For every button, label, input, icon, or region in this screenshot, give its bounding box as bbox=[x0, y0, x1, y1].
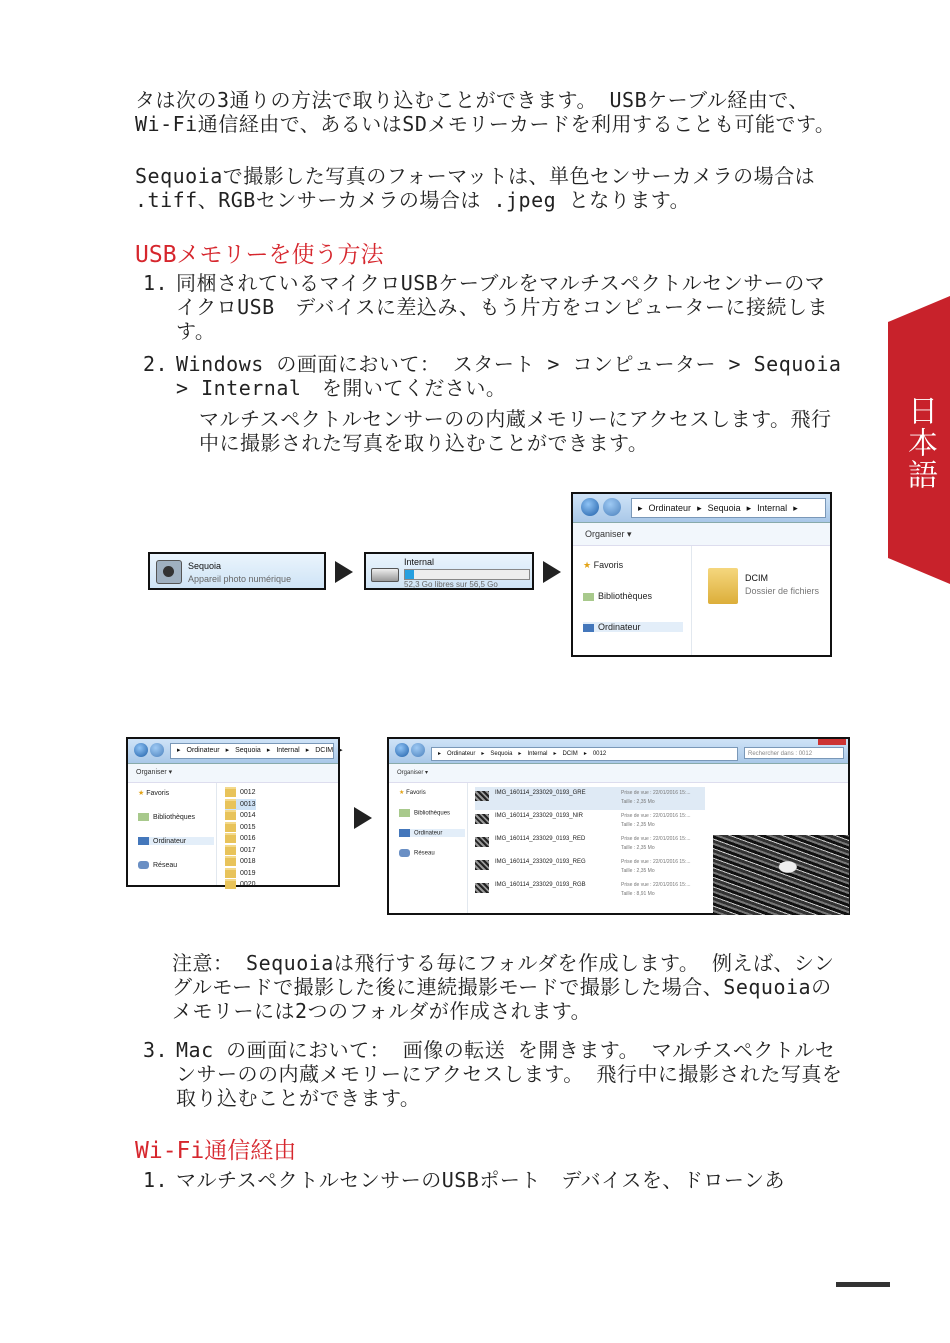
list-text: Windows の画面において： スタート > コンピューター > Sequoia > Internal を開いてください。 bbox=[176, 352, 842, 400]
drive-free-space: 52,3 Go libres sur 56,5 Go bbox=[404, 580, 498, 589]
forward-icon[interactable] bbox=[150, 743, 164, 757]
nav-item-computer[interactable]: Ordinateur bbox=[583, 622, 683, 632]
folder-label: 0014 bbox=[240, 812, 256, 819]
folder-list-item[interactable] bbox=[225, 845, 256, 857]
forward-icon[interactable] bbox=[411, 743, 425, 757]
explorer-window-0012 bbox=[387, 737, 850, 915]
list-number: 3. bbox=[143, 1038, 169, 1062]
file-size: Taille : 2,35 Mo bbox=[621, 868, 655, 874]
folder-list-item[interactable] bbox=[225, 879, 256, 891]
folder-label: 0017 bbox=[240, 846, 256, 854]
folder-label: 0020 bbox=[240, 881, 256, 888]
folder-list-item[interactable] bbox=[225, 868, 256, 880]
folder-list-item[interactable] bbox=[225, 799, 256, 811]
camera-icon bbox=[156, 560, 182, 584]
navigation-pane bbox=[389, 783, 468, 913]
nav-item-network[interactable]: Réseau bbox=[138, 861, 177, 869]
folder-label: 0015 bbox=[240, 823, 256, 831]
nav-item-network[interactable]: Réseau bbox=[399, 849, 435, 857]
device-type: Appareil photo numérique bbox=[188, 574, 292, 584]
explorer-window-dcim bbox=[126, 737, 343, 888]
image-thumbnail-icon bbox=[475, 837, 489, 847]
organiser-menu[interactable]: Organiser ▾ bbox=[573, 523, 830, 546]
folder-label: 0019 bbox=[240, 869, 256, 877]
folder-list bbox=[225, 787, 256, 891]
close-button[interactable] bbox=[818, 739, 846, 745]
library-icon bbox=[583, 593, 594, 601]
file-list-item[interactable] bbox=[475, 810, 705, 833]
library-icon bbox=[399, 809, 410, 817]
file-list bbox=[475, 787, 705, 902]
file-size: Taille : 8,91 Mo bbox=[621, 891, 655, 897]
page-footer-rule bbox=[836, 1282, 890, 1287]
nav-item-libraries[interactable]: Bibliothèques bbox=[138, 813, 195, 821]
folder-icon bbox=[225, 879, 236, 889]
nav-item-favorites[interactable]: ★ Favoris bbox=[138, 790, 170, 797]
folder-list-item[interactable] bbox=[225, 787, 256, 799]
computer-icon bbox=[399, 829, 410, 837]
computer-icon bbox=[138, 837, 149, 845]
folder-list-item[interactable] bbox=[225, 810, 256, 822]
file-date: Prise de vue : 22/01/2016 15:... bbox=[621, 836, 691, 842]
list-number: 2. bbox=[143, 352, 169, 376]
file-name: IMG_160114_233029_0193_RED bbox=[495, 836, 586, 842]
image-thumbnail-icon bbox=[475, 791, 489, 801]
file-date: Prise de vue : 22/01/2016 15:... bbox=[621, 882, 691, 888]
image-thumbnail-icon bbox=[475, 883, 489, 893]
folder-list-item[interactable] bbox=[225, 833, 256, 845]
library-icon bbox=[138, 813, 149, 821]
list-note: マルチスペクトルセンサーのの内蔵メモリーにアクセスします。飛行中に撮影された写真を取り込むことができます。 bbox=[199, 407, 832, 455]
file-list-item[interactable] bbox=[475, 856, 705, 879]
arrow-right-icon bbox=[543, 561, 561, 583]
navigation-pane bbox=[573, 546, 692, 655]
explorer-window-internal bbox=[571, 492, 832, 657]
device-name: Sequoia bbox=[188, 561, 222, 571]
breadcrumb[interactable]: ▸ Ordinateur ▸ Sequoia ▸ Internal ▸ bbox=[631, 498, 826, 518]
folder-icon bbox=[225, 787, 236, 797]
file-size: Taille : 2,35 Mo bbox=[621, 822, 655, 828]
file-name: IMG_160114_233029_0193_NIR bbox=[495, 813, 583, 819]
breadcrumb[interactable]: ▸ Ordinateur ▸ Sequoia ▸ Internal ▸ DCIM ▸ bbox=[170, 743, 334, 759]
search-input[interactable]: Rechercher dans : 0012 bbox=[744, 747, 844, 759]
file-list-item[interactable] bbox=[475, 879, 705, 902]
caution-note: 注意： Sequoiaは飛行する毎にフォルダを作成します。 例えば、シングルモードで撮影した後に連続撮影モードで撮影した場合、Sequoiaのメモリーには2つのフォルダが作成されます。 bbox=[172, 951, 835, 1023]
file-list-item[interactable] bbox=[475, 787, 705, 810]
folder-type: Dossier de fichiers bbox=[745, 586, 820, 596]
back-icon[interactable] bbox=[581, 498, 599, 516]
breadcrumb[interactable]: ▸ Ordinateur ▸ Sequoia ▸ Internal ▸ DCIM ▸ 0012 bbox=[431, 747, 738, 761]
network-icon bbox=[399, 849, 410, 857]
forward-icon[interactable] bbox=[603, 498, 621, 516]
star-icon: ★ bbox=[399, 790, 405, 796]
organiser-menu[interactable]: Organiser ▾ bbox=[389, 764, 848, 783]
image-thumbnail-icon bbox=[475, 814, 489, 824]
address-bar bbox=[389, 739, 848, 764]
internal-drive-tile[interactable] bbox=[364, 552, 534, 590]
folder-list-item[interactable] bbox=[225, 856, 256, 868]
folder-icon bbox=[225, 868, 236, 878]
preview-image bbox=[713, 835, 849, 915]
folder-label: 0012 bbox=[240, 789, 256, 796]
arrow-right-icon bbox=[335, 561, 353, 583]
navigation-pane bbox=[128, 783, 217, 885]
image-thumbnail-icon bbox=[475, 860, 489, 870]
folder-icon bbox=[225, 799, 236, 809]
folder-icon bbox=[225, 833, 236, 843]
file-size: Taille : 2,35 Mo bbox=[621, 845, 655, 851]
file-list-item[interactable] bbox=[475, 833, 705, 856]
file-name: IMG_160114_233029_0193_REG bbox=[495, 859, 586, 865]
nav-item-libraries[interactable]: Bibliothèques bbox=[583, 591, 652, 601]
intro-paragraph-2: Sequoiaで撮影した写真のフォーマットは、単色センサーカメラの場合は .tiff、RGBセンサーカメラの場合は .jpeg となります。 bbox=[135, 164, 816, 212]
organiser-menu[interactable]: Organiser ▾ bbox=[128, 764, 338, 783]
folder-icon bbox=[708, 568, 738, 604]
folder-list-item[interactable] bbox=[225, 822, 256, 834]
folder-icon bbox=[225, 810, 236, 820]
file-size: Taille : 2,35 Mo bbox=[621, 799, 655, 805]
file-date: Prise de vue : 22/01/2016 15:... bbox=[621, 813, 691, 819]
intro-paragraph-1: タは次の3通りの方法で取り込むことができます。 USBケーブル経由で、Wi-Fi通信経由で、あるいはSDメモリーカードを利用することも可能です。 bbox=[135, 88, 836, 136]
file-date: Prise de vue : 22/01/2016 15:... bbox=[621, 790, 691, 796]
drive-icon bbox=[371, 568, 399, 582]
nav-item-favorites[interactable]: ★ Favoris bbox=[583, 560, 624, 570]
nav-item-libraries[interactable]: Bibliothèques bbox=[399, 809, 450, 817]
back-icon[interactable] bbox=[134, 743, 148, 757]
folder-name[interactable]: DCIM bbox=[745, 573, 768, 583]
folder-label: 0018 bbox=[240, 858, 256, 865]
list-number: 1. bbox=[143, 1168, 169, 1192]
star-icon: ★ bbox=[138, 790, 145, 797]
file-name: IMG_160114_233029_0193_GRE bbox=[495, 790, 586, 796]
list-text: 同梱されているマイクロUSBケーブルをマルチスペクトルセンサーのマイクロUSB デバイスに差込み、もう片方をコンピューターに接続します。 bbox=[176, 271, 829, 343]
address-bar bbox=[573, 494, 830, 523]
folder-label: 0013 bbox=[240, 800, 256, 808]
language-label: 日本語 bbox=[902, 395, 937, 491]
drive-name: Internal bbox=[404, 557, 435, 567]
list-text: マルチスペクトルセンサーのUSBポート デバイスを、ドローンあ bbox=[176, 1168, 786, 1192]
sequoia-device-tile[interactable] bbox=[148, 552, 326, 590]
drive-usage-bar bbox=[404, 569, 530, 580]
file-name: IMG_160114_233029_0193_RGB bbox=[495, 882, 586, 888]
file-date: Prise de vue : 22/01/2016 15:... bbox=[621, 859, 691, 865]
folder-icon bbox=[225, 845, 236, 855]
star-icon: ★ bbox=[583, 560, 592, 570]
computer-icon bbox=[583, 624, 594, 632]
folder-icon bbox=[225, 822, 236, 832]
arrow-right-icon bbox=[354, 807, 372, 829]
folder-icon bbox=[225, 856, 236, 866]
section-heading-usb: USBメモリーを使う方法 bbox=[135, 242, 384, 268]
back-icon[interactable] bbox=[395, 743, 409, 757]
nav-item-computer[interactable]: Ordinateur bbox=[399, 829, 465, 837]
list-number: 1. bbox=[143, 271, 169, 295]
address-bar bbox=[128, 739, 343, 764]
nav-item-favorites[interactable]: ★ Favoris bbox=[399, 790, 426, 796]
folder-label: 0016 bbox=[240, 835, 256, 842]
list-text: Mac の画面において： 画像の転送 を開きます。 マルチスペクトルセンサーのの内蔵メモリーにアクセスします。 飛行中に撮影された写真を取り込むことができます。 bbox=[176, 1038, 843, 1110]
nav-item-computer[interactable]: Ordinateur bbox=[138, 837, 214, 845]
network-icon bbox=[138, 861, 149, 869]
section-heading-wifi: Wi-Fi通信経由 bbox=[135, 1138, 297, 1164]
